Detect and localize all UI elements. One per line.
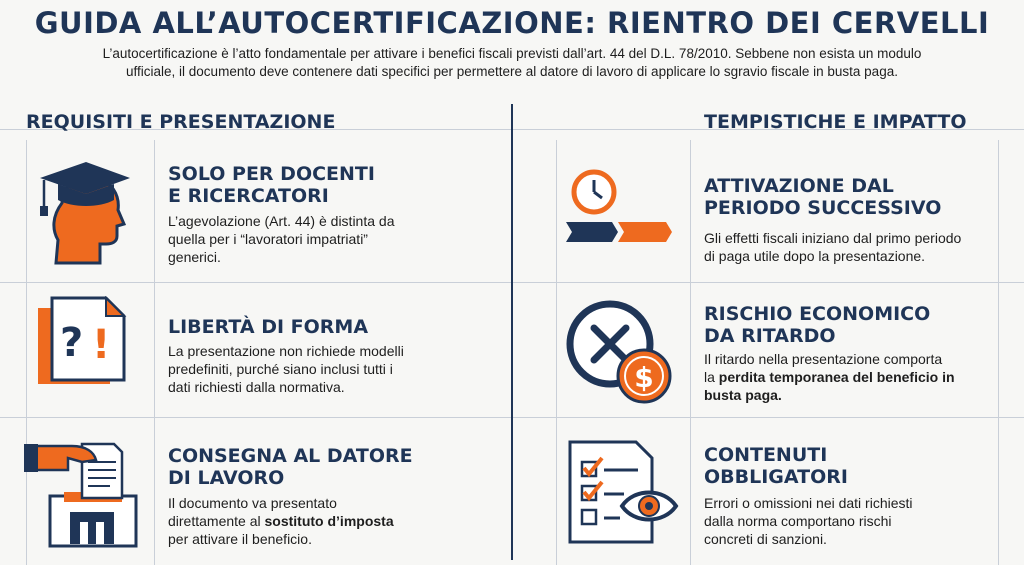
intro-line: L’autocertificazione è l’atto fondamentale per attivare i benefici fiscali previsti dall’art. 44 del D.L. 78/2010. Sebbene non esista un modulo: [102, 46, 922, 61]
title-line: DA RITARDO: [704, 325, 836, 347]
item-title: [704, 303, 930, 347]
body-line: dati richiesti dalla normativa.: [168, 379, 345, 395]
body-line: dalla norma comportano rischi: [704, 513, 892, 529]
item-title: [168, 163, 375, 207]
body-line: predefiniti, purché siano inclusi tutti i: [168, 361, 393, 377]
item-title: [704, 444, 848, 488]
svg-text:$: $: [634, 361, 654, 394]
item-body: [168, 212, 394, 266]
title-line: E RICERCATORI: [168, 185, 329, 207]
item-body: [168, 342, 404, 396]
title-line: PERIODO SUCCESSIVO: [704, 197, 942, 219]
column-divider: [511, 104, 513, 560]
left-column-heading: REQUISITI E PRESENTAZIONE: [26, 111, 336, 133]
body-line: Il documento va presentato: [168, 495, 337, 511]
grid-line: [154, 140, 155, 565]
body-line: La presentazione non richiede modelli: [168, 343, 404, 359]
item-title: [168, 445, 413, 489]
body-line: Gli effetti fiscali iniziano dal primo periodo: [704, 230, 962, 246]
body-line: di paga utile dopo la presentazione.: [704, 248, 926, 264]
body-emphasis: busta paga.: [704, 387, 782, 403]
body-line: Il ritardo nella presentazione comporta: [704, 351, 943, 367]
intro-text: [40, 45, 984, 81]
title-line: CONSEGNA AL DATORE: [168, 445, 413, 467]
body-line: L’agevolazione (Art. 44) è distinta da: [168, 213, 395, 229]
title-line: ATTIVAZIONE DAL: [704, 175, 894, 197]
delay-cost-icon: [560, 298, 680, 410]
item-body: [704, 494, 913, 548]
item-body: [168, 494, 394, 548]
question-exclamation-document-icon: [36, 296, 136, 386]
body-text: direttamente al: [168, 513, 265, 529]
title-line: DI LAVORO: [168, 467, 285, 489]
body-line: per attivare il beneficio.: [168, 531, 312, 547]
graduation-cap-head-icon: [34, 158, 134, 268]
page-title: GUIDA ALL’AUTOCERTIFICAZIONE: RIENTRO DEI CERVELLI: [34, 6, 990, 40]
body-line: [704, 368, 955, 386]
item-body: [704, 350, 955, 404]
svg-text:!: !: [92, 322, 111, 368]
hand-submitting-document-icon: [24, 436, 144, 548]
item-title: [704, 175, 941, 219]
body-line: generici.: [168, 249, 221, 265]
clock-timeline-icon: [562, 168, 678, 246]
title-line: OBBLIGATORI: [704, 466, 848, 488]
body-emphasis: perdita temporanea del beneficio in: [718, 369, 955, 385]
body-text: la: [704, 369, 719, 385]
title-line: CONTENUTI: [704, 444, 828, 466]
body-line: Errori o omissioni nei dati richiesti: [704, 495, 913, 511]
body-line: quella per i “lavoratori impatriati”: [168, 231, 368, 247]
body-emphasis: sostituto d’imposta: [264, 513, 394, 529]
title-line: SOLO PER DOCENTI: [168, 163, 375, 185]
body-line: concreti di sanzioni.: [704, 531, 827, 547]
svg-text:?: ?: [60, 320, 84, 366]
body-line: [704, 386, 955, 404]
body-line: [168, 512, 394, 530]
grid-line: [998, 140, 999, 565]
right-column-heading: TEMPISTICHE E IMPATTO: [704, 111, 967, 133]
grid-line: [556, 140, 557, 565]
checklist-eye-icon: [564, 436, 684, 548]
title-line: RISCHIO ECONOMICO: [704, 303, 931, 325]
item-title: [168, 316, 368, 338]
item-body: [704, 229, 961, 265]
grid-line: [690, 140, 691, 565]
intro-line: ufficiale, il documento deve contenere dati specifici per permettere al datore di lavoro di applicare lo sgravio fiscale in busta paga.: [126, 64, 898, 79]
title-line: LIBERTÀ DI FORMA: [168, 316, 369, 338]
